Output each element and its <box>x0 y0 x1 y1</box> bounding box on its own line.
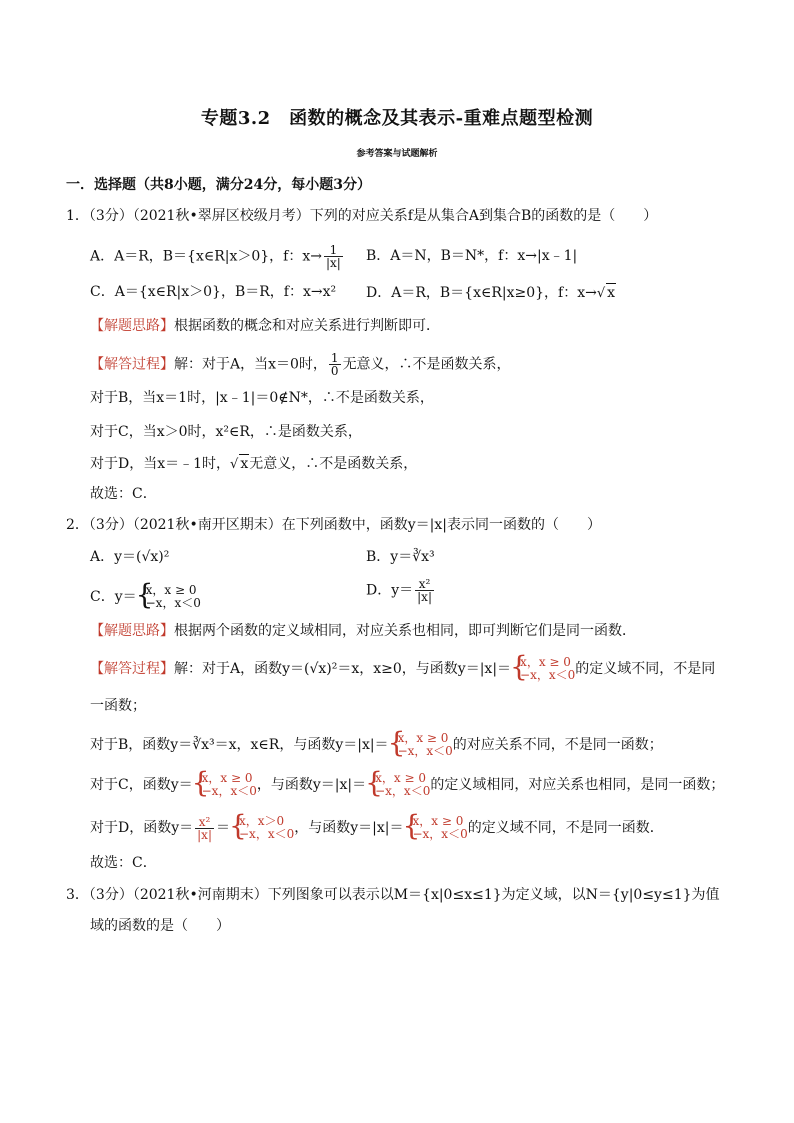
process-text-end: 的定义域不同，不是同 <box>575 661 716 677</box>
q3-stem-cont: 域的函数的是（ ） <box>90 918 230 934</box>
case-line: −x，x＜0 <box>412 827 468 841</box>
fraction-numerator: x² <box>415 578 434 591</box>
q1-option-d-text: D．A＝R，B＝{x∈R|x≥0}，f：x→ <box>366 285 597 301</box>
sqrt-radicand: x <box>240 456 249 472</box>
q1-process-line-1 <box>90 352 511 377</box>
fraction-denominator: 0 <box>330 364 339 378</box>
case-line: { x，x ≥ 0 <box>397 731 449 745</box>
case-line: −x，x＜0 <box>397 744 453 758</box>
case-line: −x，x＜0 <box>239 827 295 841</box>
fraction-numerator: 1 <box>330 351 339 365</box>
case-line: −x，x＜0 <box>145 596 201 610</box>
equals-sign: ＝ <box>216 820 230 836</box>
piecewise-cases <box>511 656 575 682</box>
section-heading: 一．选择题（共8小题，满分24分，每小题3分） <box>66 177 371 193</box>
process-text: 对于D，当x＝﹣1时， <box>90 456 231 472</box>
q1-answer: 故选：C． <box>90 486 157 502</box>
process-text-end: 的定义域不同，不是同一函数． <box>467 820 664 836</box>
q3-stem: 3．（3分）（2021秋•河南期末）下列图象可以表示以M＝{x|0≤x≤1}为定义域，以N＝{y|0≤y≤1}为值 <box>66 887 720 903</box>
q1-stem: 1．（3分）（2021秋•翠屏区校级月考）下列的对应关系f是从集合A到集合B的函数的是（ ） <box>66 208 658 224</box>
process-text: 解：对于A，当x＝0时， <box>174 356 327 373</box>
q1-option-c: C．A＝{x∈R|x＞0}，B＝R，f：x→x² <box>90 284 337 300</box>
thinking-tag: 【解题思路】 <box>90 623 174 639</box>
q2-process-line-1 <box>90 656 715 682</box>
piecewise-cases <box>403 815 467 841</box>
case-line: { x，x ≥ 0 <box>375 771 426 785</box>
piecewise-cases <box>137 584 201 610</box>
process-tag: 【解答过程】 <box>90 356 174 373</box>
option-text: C．y＝ <box>90 589 137 605</box>
fraction-denominator: |x| <box>417 590 432 604</box>
fraction-denominator: |x| <box>326 256 341 270</box>
process-text-mid: ，与函数y＝|x|＝ <box>256 777 367 793</box>
fraction-numerator: x² <box>195 816 214 829</box>
q1-process-line-2: 对于B，当x＝1时，|x﹣1|＝0∉N*，∴不是函数关系， <box>90 390 434 406</box>
case-line: { x，x ≥ 0 <box>145 583 197 597</box>
process-text: 对于D，函数y＝ <box>90 820 194 836</box>
q1-thinking <box>90 317 440 335</box>
page-title: 专题3.2 函数的概念及其表示-重难点题型检测 <box>200 108 594 129</box>
process-text-end: 无意义，∴不是函数关系， <box>249 456 418 472</box>
q2-process-line-1-cont: 一函数； <box>90 698 146 714</box>
thinking-tag: 【解题思路】 <box>90 318 174 334</box>
process-text-end: 的对应关系不同，不是同一函数； <box>452 737 663 753</box>
case-line: { x，x ≥ 0 <box>412 814 464 828</box>
process-tag: 【解答过程】 <box>90 661 174 677</box>
sqrt-sign: √ <box>596 286 606 301</box>
q1-process-line-3: 对于C，当x＞0时，x²∈R，∴是函数关系， <box>90 424 362 440</box>
q1-process-line-4 <box>90 454 417 474</box>
q2-process-line-3 <box>90 772 724 798</box>
process-text-mid: ，与函数y＝|x|＝ <box>294 820 404 836</box>
q1-option-d <box>366 283 616 303</box>
q1-option-b: B．A＝N，B＝N*，f：x→|x﹣1| <box>366 248 578 264</box>
option-fraction <box>415 578 434 603</box>
thinking-text: 根据两个函数的定义域相同，对应关系也相同，即可判断它们是同一函数． <box>174 623 636 639</box>
case-line: −x，x＜0 <box>375 784 431 798</box>
fraction-denominator: |x| <box>197 827 212 842</box>
process-text: 解：对于A，函数y＝(√x)²＝x，x≥0，与函数y＝|x|＝ <box>174 661 512 677</box>
q1-option-a-fraction <box>324 244 343 269</box>
thinking-text: 根据函数的概念和对应关系进行判断即可． <box>174 318 440 334</box>
q2-answer: 故选：C． <box>90 855 157 871</box>
process-text-end: 的定义域相同，对应关系也相同，是同一函数； <box>430 777 725 793</box>
piecewise-cases <box>193 772 257 798</box>
q2-stem: 2．（3分）（2021秋•南开区期末）在下列函数中，函数y＝|x|表示同一函数的（ ） <box>66 517 601 533</box>
q2-option-a: A．y＝(√x)² <box>90 549 170 565</box>
case-line: −x，x＜0 <box>201 784 257 798</box>
q2-process-line-2 <box>90 732 663 758</box>
page-subtitle: 参考答案与试题解析 <box>356 149 438 159</box>
case-line: −x，x＜0 <box>520 668 576 682</box>
sqrt-sign: √ <box>230 457 239 472</box>
case-line: { x，x＞0 <box>239 814 285 828</box>
process-fraction <box>329 352 341 377</box>
process-text-end: 无意义，∴不是函数关系， <box>342 356 511 373</box>
q1-option-a <box>90 244 345 269</box>
q2-option-d <box>366 578 436 603</box>
option-text: D．y＝ <box>366 582 414 599</box>
piecewise-cases <box>366 772 430 798</box>
case-line: { x，x ≥ 0 <box>201 771 253 785</box>
piecewise-cases <box>230 815 294 841</box>
process-fraction <box>195 816 214 841</box>
piecewise-cases <box>389 732 453 758</box>
process-text: 对于B，函数y＝∛x³＝x，x∈R，与函数y＝|x|＝ <box>90 737 389 753</box>
q2-option-c <box>90 584 201 610</box>
q2-option-b: B．y＝∛x³ <box>366 549 435 565</box>
q2-thinking <box>90 622 636 640</box>
process-text: 对于C，函数y＝ <box>90 777 193 793</box>
sqrt-radicand: x <box>607 285 616 301</box>
q1-option-a-text: A．A＝R，B＝{x∈R|x＞0}，f：x→ <box>90 248 322 265</box>
case-line: { x，x ≥ 0 <box>520 655 571 669</box>
fraction-numerator: 1 <box>324 244 343 257</box>
q2-process-line-4 <box>90 815 664 841</box>
